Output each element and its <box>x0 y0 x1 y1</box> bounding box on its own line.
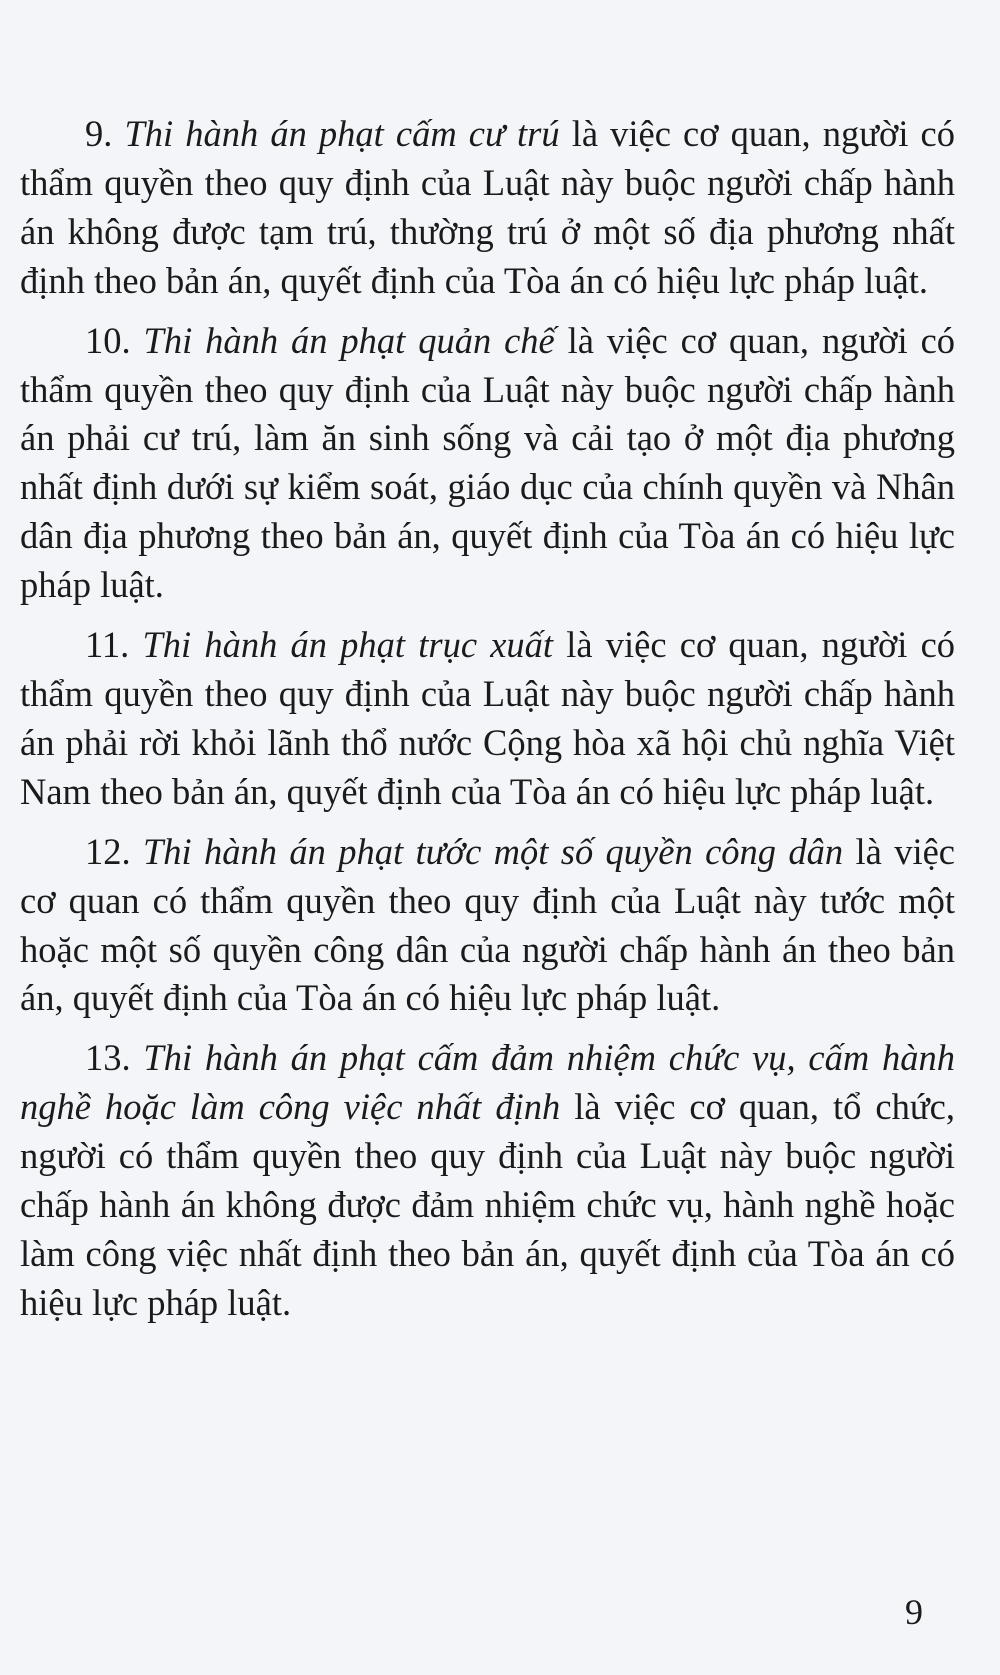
paragraph-number: 13. <box>85 1037 131 1079</box>
paragraph-number: 10. <box>85 319 131 361</box>
defined-term: Thi hành án phạt tước một số quyền công dân <box>143 830 844 872</box>
paragraph-number: 11. <box>85 624 130 666</box>
paragraph-body: là việc cơ quan, người có thẩm quyền theo quy định của Luật này buộc người chấp hành án phải cư trú, làm ăn sinh sống và cải tạo ở một địa phương nhất định dưới sự kiểm soát, giáo dục của chính quyền và Nhân dân địa phương theo bản án, quyết định của Tòa án có hiệu lực pháp luật. <box>20 319 956 606</box>
page-number: 9 <box>905 1592 923 1632</box>
paragraph-body: là việc cơ quan, người có thẩm quyền theo quy định của Luật này buộc người chấp hành án phải rời khỏi lãnh thổ nước Cộng hòa xã hội chủ nghĩa Việt Nam theo bản án, quyết định của Tòa án có hiệu lực pháp luật. <box>20 624 956 812</box>
paragraph-11 <box>20 621 955 817</box>
defined-term: Thi hành án phạt cấm đảm nhiệm chức vụ, cấm hành nghề hoặc làm công việc nhất định <box>20 1037 955 1128</box>
paragraph-body: là việc cơ quan có thẩm quyền theo quy định của Luật này tước một hoặc một số quyền công dân của người chấp hành án theo bản án, quyết định của Tòa án có hiệu lực pháp luật. <box>20 830 956 1019</box>
paragraph-number: 12. <box>85 830 131 872</box>
paragraph-10 <box>20 317 955 610</box>
paragraph-body: là việc cơ quan, người có thẩm quyền theo quy định của Luật này buộc người chấp hành án không được tạm trú, thường trú ở một số địa phương nhất định theo bản án, quyết định của Tòa án có hiệu lực pháp luật. <box>20 113 956 301</box>
defined-term: Thi hành án phạt cấm cư trú <box>124 113 560 154</box>
paragraph-13 <box>20 1034 955 1327</box>
paragraph-body: là việc cơ quan, tổ chức, người có thẩm quyền theo quy định của Luật này buộc người chấp hành án không được đảm nhiệm chức vụ, hành nghề hoặc làm công việc nhất định theo bản án, quyết định của Tòa án có hiệu lực pháp luật. <box>20 1086 955 1323</box>
page-body <box>20 110 955 1339</box>
paragraph-12 <box>20 828 955 1024</box>
paragraph-number: 9. <box>85 113 113 154</box>
defined-term: Thi hành án phạt quản chế <box>143 319 555 361</box>
paragraph-9 <box>20 110 955 306</box>
defined-term: Thi hành án phạt trục xuất <box>142 624 554 666</box>
